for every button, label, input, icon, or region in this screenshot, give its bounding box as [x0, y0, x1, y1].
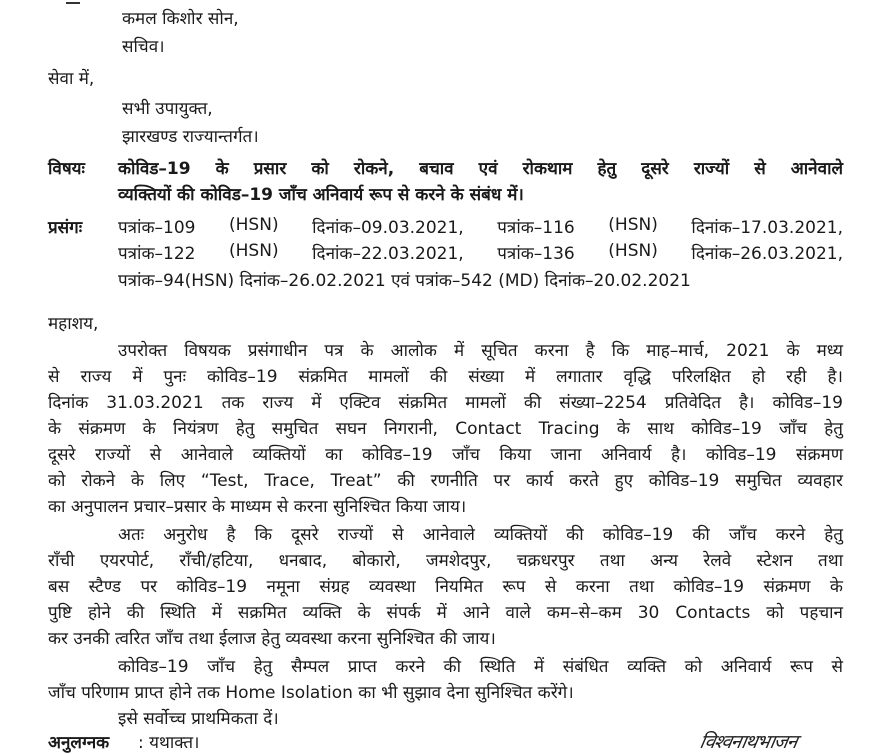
body-p2-line: राँची एयरपोर्ट, राँची/हटिया, धनबाद, बोकारो, जमशेदपुर, चक्रधरपुर तथा अन्य रेलवे स्टेशन तथा [48, 551, 843, 571]
ref-cell: पत्रांक–136 [497, 244, 575, 264]
ref-cell: दिनांक–09.03.2021, [312, 218, 464, 238]
enclosure-value: : यथाक्त। [138, 733, 200, 753]
ref-cell: पत्रांक–109 [118, 218, 196, 238]
reference-label: प्रसंगः [48, 218, 83, 238]
body-p2-line: पुष्टि होने की स्थिति में सक्रमित व्यक्ति के संपर्क में आने वाले कम–से–कम 30 Contacts को पहचान [48, 603, 843, 623]
body-p1-line: उपरोक्त विषयक प्रसंगाधीन पत्र के आलोक में सूचित करना है कि माह–मार्च, 2021 के मध्य [118, 341, 843, 361]
ref-cell: दिनांक–22.03.2021, [312, 244, 464, 264]
body-p1-line: का अनुपालन प्रचार–प्रसार के माध्यम से करना सुनिश्चित किया जाय। [48, 497, 467, 517]
body-p1-line: दिनांक 31.03.2021 तक राज्य में एक्टिव संक्रमित मामलों की संख्या–2254 प्रतिवेदित है। कोविड–19 [48, 393, 843, 413]
cropped-mark [66, 0, 80, 4]
subject-line-1: कोविड–19 के प्रसार को रोकने, बचाव एवं रोकथाम हेतु दूसरे राज्यों से आनेवाले [118, 159, 843, 179]
ref-cell: दिनांक–26.03.2021, [691, 244, 843, 264]
subject-label: विषयः [48, 159, 85, 179]
body-p3-line: कोविड–19 जाँच हेतु सैम्पल प्राप्त करने की स्थिति में संबंधित व्यक्ति को अनिवार्य रूप से [118, 657, 843, 677]
body-p1-line: को रोकने के लिए “Test, Trace, Treat” की रणनीति पर कार्य करते हुए कोविड–19 समुचित व्यवहार [48, 471, 843, 491]
sender-designation: सचिव। [122, 37, 165, 57]
body-p1-line: दूसरे राज्यों से आनेवाले व्यक्तियों का कोविड–19 जाँच किया जाना अनिवार्य है। कोविड–19 संक्रमण [48, 445, 843, 465]
ref-cell: (HSN) [229, 215, 279, 235]
body-p4: इसे सर्वोच्च प्राथमिकता दें। [118, 709, 279, 729]
handwritten-signature: विश्वनाथभाजन [697, 731, 799, 753]
body-p2-line: बस स्टैण्ड पर कोविड–19 नमूना संग्रह व्यवस्था नियमित रूप से करना तथा कोविड–19 संक्रमण के [48, 577, 843, 597]
body-p2-line: अतः अनुरोध है कि दूसरे राज्यों से आनेवाले व्यक्तियों की कोविड–19 की जाँच करने हेतु [118, 525, 843, 545]
body-p1-line: से राज्य में पुनः कोविड–19 संक्रमित मामलों की संख्या में लगातार वृद्धि परिलक्षित हो रही है। [48, 367, 843, 387]
body-p2-line: कर उनकी त्वरित जाँच तथा ईलाज हेतु व्यवस्था करना सुनिश्चित की जाय। [48, 629, 496, 649]
sender-name: कमल किशोर सोन, [122, 9, 239, 29]
to-label: सेवा में, [48, 69, 95, 89]
ref-cell: पत्रांक–122 [118, 244, 196, 264]
subject-line-2: व्यक्तियों की कोविड–19 जाँच अनिवार्य रूप से करने के संबंध में। [118, 185, 524, 205]
ref-cell: दिनांक–17.03.2021, [691, 218, 843, 238]
enclosure-label: अनुलग्नक [48, 733, 110, 753]
recipient-line-1: सभी उपायुक्त, [122, 99, 213, 119]
ref-cell: पत्रांक–116 [497, 218, 575, 238]
reference-row-2 [118, 241, 843, 264]
reference-row-3: पत्रांक–94(HSN) दिनांक–26.02.2021 एवं पत्रांक–542 (MD) दिनांक–20.02.2021 [118, 271, 691, 291]
ref-cell: (HSN) [608, 241, 658, 261]
body-p1-line: के संक्रमण के नियंत्रण हेतु समुचित सघन निगरानी, Contact Tracing के साथ कोविड–19 जाँच हेतु [48, 419, 843, 439]
ref-cell: (HSN) [229, 241, 279, 261]
body-p3-line: जाँच परिणाम प्राप्त होने तक Home Isolation का भी सुझाव देना सुनिश्चित करेंगे। [48, 683, 574, 703]
ref-cell: (HSN) [608, 215, 658, 235]
reference-row-1 [118, 215, 843, 238]
recipient-line-2: झारखण्ड राज्यान्तर्गत। [122, 127, 259, 147]
salutation: महाशय, [48, 314, 99, 334]
